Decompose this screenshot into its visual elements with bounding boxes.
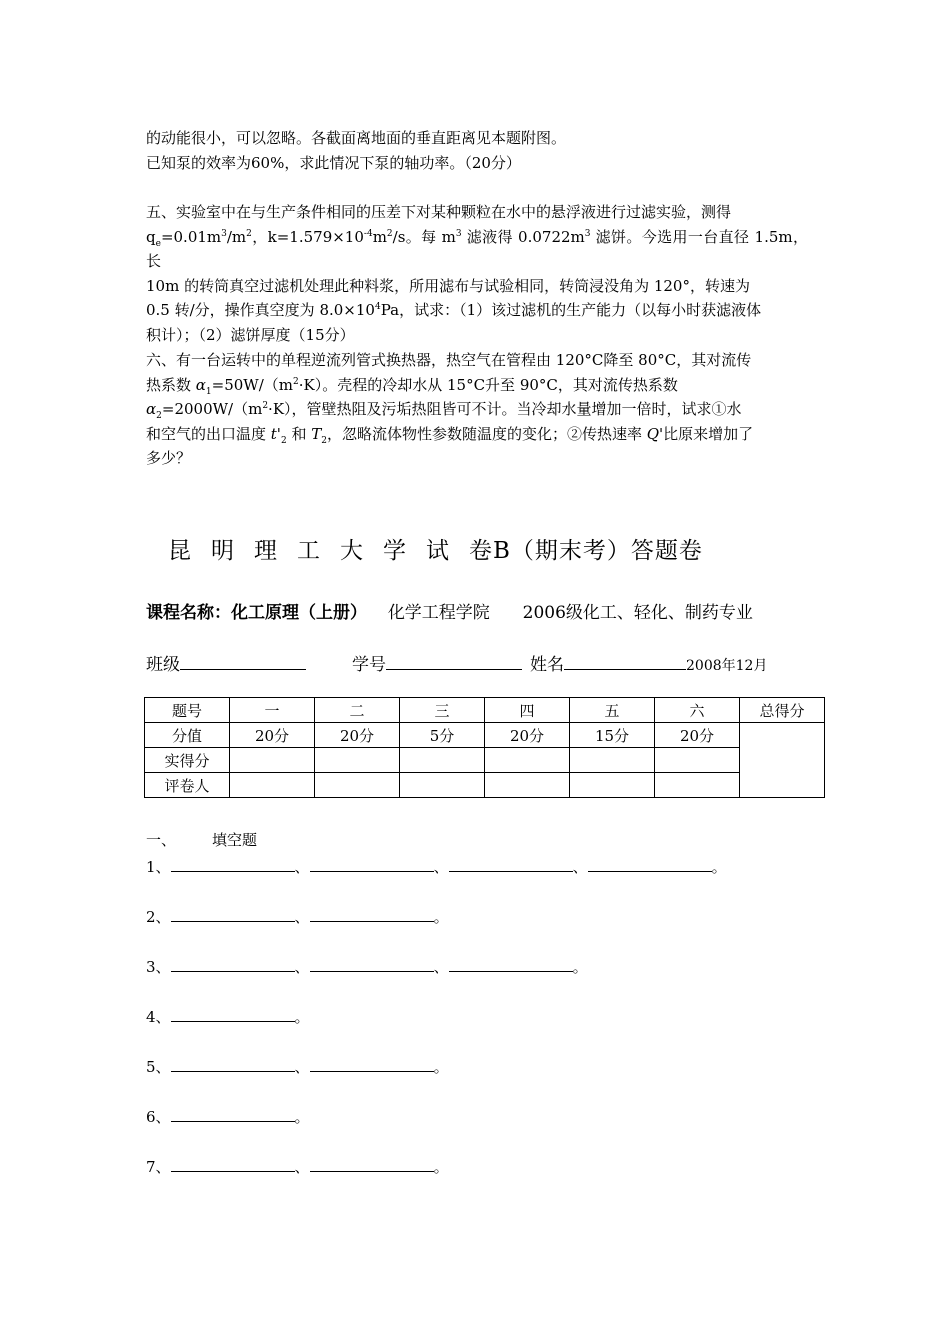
- fill-in-item: [146, 856, 727, 877]
- table-row-label: 实得分: [145, 748, 230, 773]
- table-cell[interactable]: [315, 773, 400, 798]
- table-cell: 20分: [655, 723, 740, 748]
- table-cell[interactable]: [230, 748, 315, 773]
- answer-blank[interactable]: [171, 909, 295, 922]
- table-cell: 5分: [400, 723, 485, 748]
- table-header-cell: 三: [400, 698, 485, 723]
- separator: 、: [294, 1158, 310, 1176]
- fill-in-item: [146, 906, 449, 927]
- answer-blank[interactable]: [310, 909, 434, 922]
- text-line: 的动能很小，可以忽略。各截面离地面的垂直距离见本题附图。: [146, 129, 567, 147]
- answer-blank[interactable]: [310, 959, 434, 972]
- fill-in-item: [146, 1056, 449, 1077]
- table-cell[interactable]: [655, 773, 740, 798]
- exam-date: 2008年12月: [686, 658, 768, 674]
- table-cell: 20分: [485, 723, 570, 748]
- question-6: [146, 348, 808, 471]
- table-cell[interactable]: [485, 748, 570, 773]
- text-line: 积计）；（2）滤饼厚度（15分）: [146, 325, 355, 344]
- section-number: 一、: [146, 831, 177, 849]
- table-header-row: [145, 698, 825, 723]
- terminator: 。: [433, 1158, 449, 1176]
- table-header-cell: 四: [485, 698, 570, 723]
- answer-blank[interactable]: [171, 1059, 295, 1072]
- table-cell: 15分: [570, 723, 655, 748]
- separator: 、: [433, 958, 449, 976]
- answer-blank[interactable]: [171, 859, 295, 872]
- name-field[interactable]: [564, 655, 686, 670]
- terminator: 。: [294, 1108, 310, 1126]
- student-id-label: 学号: [352, 655, 386, 675]
- table-row: [145, 723, 825, 748]
- item-number: 6、: [146, 1108, 171, 1126]
- separator: 、: [294, 1058, 310, 1076]
- table-row-label: 分值: [145, 723, 230, 748]
- table-header-cell: 六: [655, 698, 740, 723]
- fill-in-item: [146, 956, 588, 977]
- separator: 、: [294, 858, 310, 876]
- name-label: 姓名: [530, 655, 564, 675]
- item-number: 1、: [146, 858, 171, 876]
- item-number: 5、: [146, 1058, 171, 1076]
- text-line: $\alpha_2=2000W/(m^2\cdot K)$，管壁热阻及污垢热阻皆可不计。当冷却水量增加一倍时，试求①水: [146, 400, 742, 421]
- terminator: 。: [711, 858, 727, 876]
- table-row: [145, 748, 825, 773]
- major-name: 2006级化工、轻化、制药专业: [522, 603, 753, 623]
- answer-blank[interactable]: [449, 959, 573, 972]
- text-line: $q_e=0.01m^3/m^2$，$k=1.579\times 10^{-4}m^2/s$。每 $m^3$ 滤液得 $0.0722m^3$ 滤饼。今选用一台直径 1.5m，长: [146, 227, 808, 270]
- table-row-label: 评卷人: [145, 773, 230, 798]
- terminator: 。: [433, 1058, 449, 1076]
- text-line: 10m 的转筒真空过滤机处理此种料浆，所用滤布与试验相同，转筒浸没角为 120°，转速为: [146, 276, 750, 295]
- terminator: 。: [294, 1008, 310, 1026]
- answer-blank[interactable]: [310, 1159, 434, 1172]
- table-header-cell: 总得分: [740, 698, 825, 723]
- separator: 、: [294, 908, 310, 926]
- class-field[interactable]: [180, 655, 306, 670]
- separator: 、: [572, 858, 588, 876]
- table-header-cell: 二: [315, 698, 400, 723]
- table-cell[interactable]: [315, 748, 400, 773]
- question-4-tail: [146, 126, 808, 175]
- question-5: [146, 200, 808, 347]
- class-label: 班级: [146, 655, 180, 675]
- terminator: 。: [433, 908, 449, 926]
- table-header-cell: 题号: [145, 698, 230, 723]
- fill-in-section-heading: [146, 829, 257, 850]
- student-id-field[interactable]: [386, 655, 522, 670]
- item-number: 7、: [146, 1158, 171, 1176]
- student-info-line: [146, 650, 767, 675]
- text-line: 0.5 转/分，操作真空度为 $8.0\times 10^4Pa$，试求：（1）该过滤机的生产能力（以每小时获滤液体: [146, 301, 762, 319]
- table-cell[interactable]: [655, 748, 740, 773]
- table-header-cell: 一: [230, 698, 315, 723]
- table-cell: 20分: [315, 723, 400, 748]
- course-name: 课程名称：化工原理（上册）: [146, 603, 367, 623]
- table-header-cell: 五: [570, 698, 655, 723]
- fill-in-item: [146, 1106, 310, 1127]
- answer-blank[interactable]: [171, 1159, 295, 1172]
- answer-blank[interactable]: [310, 1059, 434, 1072]
- answer-blank[interactable]: [171, 959, 295, 972]
- text-line: 五、实验室中在与生产条件相同的压差下对某种颗粒在水中的悬浮液进行过滤实验，测得: [146, 203, 732, 221]
- text-line: 多少？: [146, 449, 192, 467]
- separator: 、: [433, 858, 449, 876]
- answer-blank[interactable]: [310, 859, 434, 872]
- separator: 、: [294, 958, 310, 976]
- table-cell[interactable]: [485, 773, 570, 798]
- score-table: [144, 697, 825, 798]
- item-number: 4、: [146, 1008, 171, 1026]
- text-line: 六、有一台运转中的单程逆流列管式换热器，热空气在管程由 120°C降至 80°C，其对流传: [146, 351, 752, 369]
- text-line: 已知泵的效率为60%，求此情况下泵的轴功率。（20分）: [146, 153, 521, 172]
- table-cell[interactable]: [230, 773, 315, 798]
- answer-blank[interactable]: [171, 1009, 295, 1022]
- table-cell[interactable]: [570, 748, 655, 773]
- section-title: 填空题: [212, 831, 258, 849]
- page-title: 昆明理工大学试卷B（期末考）答题卷: [168, 538, 703, 564]
- answer-blank[interactable]: [449, 859, 573, 872]
- college-name: 化学工程学院: [387, 603, 490, 623]
- table-cell[interactable]: [400, 773, 485, 798]
- item-number: 2、: [146, 908, 171, 926]
- course-line: [146, 598, 753, 623]
- text-line: 和空气的出口温度 $t'_2$ 和 $T_2$，忽略流体物性参数随温度的变化；②传热速率 Q'比原来增加了: [146, 424, 754, 446]
- fill-in-item: [146, 1156, 449, 1177]
- item-number: 3、: [146, 958, 171, 976]
- table-row: [145, 773, 825, 798]
- answer-blank[interactable]: [171, 1109, 295, 1122]
- terminator: 。: [572, 958, 588, 976]
- total-score-cell[interactable]: [740, 723, 825, 798]
- text-line: 热系数 $\alpha_1=50W/(m^2\cdot K)$。壳程的冷却水从 15°C升至 90°C，其对流传热系数: [146, 375, 678, 397]
- table-cell[interactable]: [570, 773, 655, 798]
- fill-in-item: [146, 1006, 310, 1027]
- table-cell: 20分: [230, 723, 315, 748]
- table-cell[interactable]: [400, 748, 485, 773]
- answer-blank[interactable]: [588, 859, 712, 872]
